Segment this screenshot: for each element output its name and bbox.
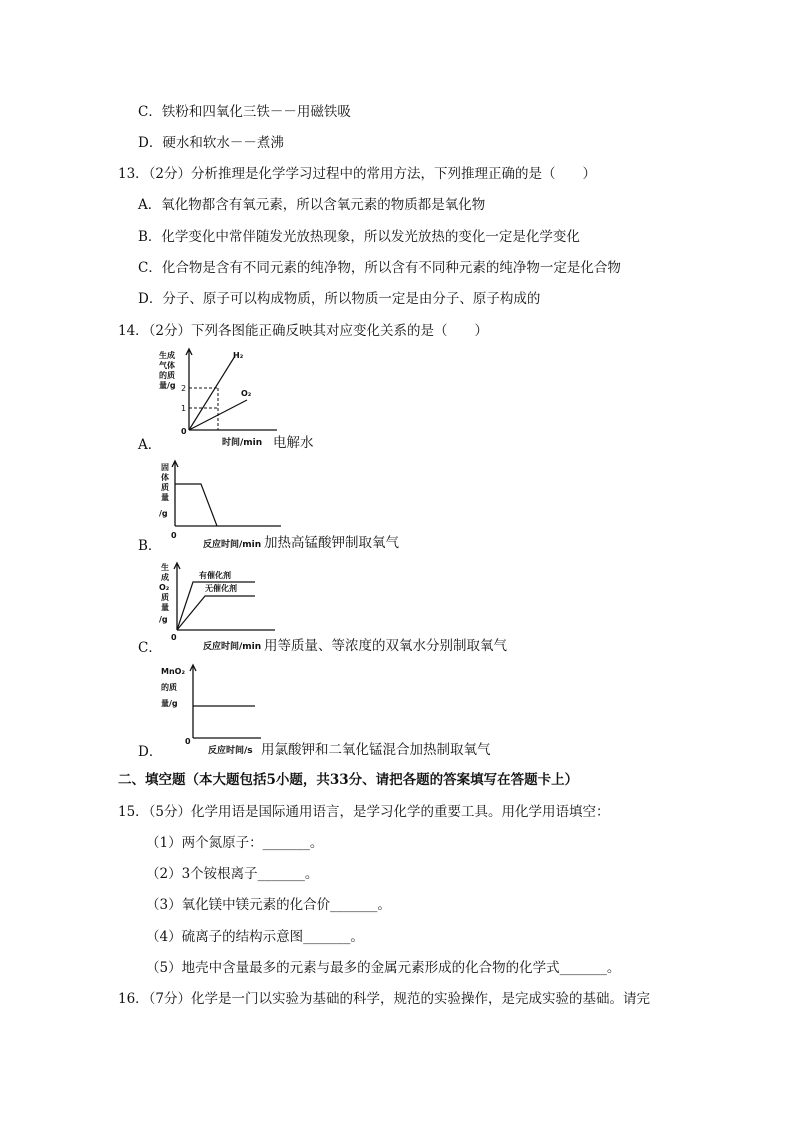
graph-c-xlabel: 反应时间/min: [203, 642, 262, 652]
q13-option-d: D．分子、原子可以构成物质，所以物质一定是由分子、原子构成的: [138, 291, 541, 307]
graph-a-ylabel-1: 生成: [159, 351, 175, 360]
graph-d-ylabel-3: 量/g: [161, 699, 178, 708]
graph-b-ylabel-4: 量: [161, 493, 169, 502]
graph-a-ylabel-4: 量/g: [159, 381, 176, 390]
graph-a-ylabel-3: 的质: [159, 371, 175, 380]
graph-b-xlabel: 反应时间/min: [203, 540, 262, 550]
q12-option-c: C．铁粉和四氧化三铁－－用磁铁吸: [138, 104, 351, 120]
q14-option-d-letter: D．: [138, 744, 163, 760]
graph-a-series-o2: O₂: [241, 389, 252, 398]
section2-heading: 二、填空题（本大题包括5小题，共33分、请把各题的答案填写在答题卡上）: [118, 772, 579, 788]
q13-option-b: B．化学变化中常伴随发光放热现象，所以发光放热的变化一定是化学变化: [138, 229, 580, 245]
q13-stem: 13．（2分）分析推理是化学学习过程中的常用方法，下列推理正确的是（ ）: [118, 166, 597, 182]
graph-c-ylabel-4: 质: [161, 593, 169, 602]
graph-b-solid-mass-line: [175, 484, 217, 526]
graph-b-ylabel-5: /g: [159, 509, 168, 518]
q14-option-c-letter: C．: [138, 640, 162, 656]
q14-option-b-caption: 加热高锰酸钾制取氧气: [264, 535, 399, 551]
q13-option-c: C．化合物是含有不同元素的纯净物，所以含有不同种元素的纯净物一定是化合物: [138, 260, 621, 276]
graph-c-ylabel-6: /g: [159, 615, 168, 624]
q14-graph-a: [155, 346, 280, 446]
graph-c-ylabel-1: 生: [161, 563, 169, 572]
graph-a-tick-1: 1: [181, 404, 187, 413]
graph-d-xlabel: 反应时间/s: [208, 746, 253, 756]
graph-a-tick-2: 2: [181, 384, 187, 393]
q14-option-a-caption: 电解水: [273, 435, 314, 451]
q12-option-d: D．硬水和软水－－煮沸: [138, 135, 284, 151]
graph-b-origin: 0: [171, 531, 177, 540]
graph-c-ylabel-2: 成: [161, 573, 169, 582]
graph-a-ylabel-2: 气体: [159, 361, 175, 370]
graph-a-origin: 0: [181, 427, 187, 436]
q14-option-d-caption: 用氯酸钾和二氧化锰混合加热制取氧气: [261, 742, 491, 758]
graph-c-ylabel-3: O₂: [159, 583, 170, 592]
graph-c-no-catalyst-line: [177, 596, 255, 630]
graph-c-origin: 0: [171, 633, 177, 642]
q15-sub5: （5）地壳中含量最多的元素与最多的金属元素形成的化合物的化学式_______。: [146, 960, 621, 976]
graph-b-ylabel-3: 质: [161, 483, 169, 492]
q16-stem: 16．（7分）化学是一门以实验为基础的科学，规范的实验操作，是完成实验的基础。请完: [118, 991, 651, 1007]
q15-sub4: （4）硫离子的结构示意图_______。: [146, 929, 364, 945]
graph-d-ylabel-2: 的质: [161, 683, 177, 692]
q14-stem: 14．（2分）下列各图能正确反映其对应变化关系的是（ ）: [118, 323, 489, 339]
graph-a-series-h2: H₂: [233, 351, 244, 360]
q14-graph-d: [155, 662, 265, 744]
q14-option-a-letter: A．: [138, 437, 162, 453]
q14-option-c-caption: 用等质量、等浓度的双氧水分别制取氧气: [264, 638, 507, 654]
q15-stem: 15．（5分）化学用语是国际通用语言，是学习化学的重要工具。用化学用语填空：: [118, 804, 610, 820]
q14-option-b-letter: B．: [138, 538, 162, 554]
q13-option-a: A．氧化物都含有氧元素，所以含氧元素的物质都是氧化物: [138, 197, 486, 213]
graph-a-h2-line: [189, 356, 235, 430]
graph-b-ylabel-1: 固: [161, 463, 169, 472]
graph-d-ylabel-1: MnO₂: [161, 667, 185, 676]
graph-c-ylabel-5: 量: [161, 603, 169, 612]
graph-c-series-1: 有催化剂: [199, 571, 231, 580]
graph-c-series-2: 无催化剂: [205, 584, 237, 593]
graph-d-origin: 0: [185, 737, 191, 744]
q14-graph-c: [155, 560, 280, 642]
q14-graph-b: [155, 458, 285, 540]
q15-sub1: （1）两个氮原子：_______。: [146, 835, 324, 851]
graph-a-xlabel: 时间/min: [222, 438, 263, 448]
q15-sub2: （2）3个铵根离子_______。: [146, 866, 319, 882]
q15-sub3: （3）氧化镁中镁元素的化合价_______。: [146, 897, 391, 913]
graph-b-ylabel-2: 体: [161, 473, 169, 482]
